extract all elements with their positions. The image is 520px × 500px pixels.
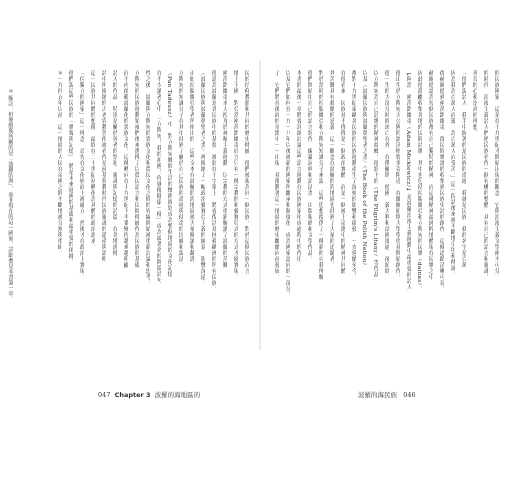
text-column: 的民族國家，這是在十九世紀才開始出現的觀念，它與浪漫主義文學密不可分， bbox=[493, 70, 499, 280]
text-column: 因此他鼓勵收集各地的民間詩歌，其中也包括拉脫維亞和立陶宛的民歌（dainas）。 bbox=[416, 70, 422, 292]
text-column: 正如拉脫維亞學者所指出的，這些文本在波羅的海地區被大量閱讀和翻譯， bbox=[188, 70, 194, 268]
text-column: 他一生的大部分時間流亡在外，在俄羅斯、德國、義大利和法國度過，卻始終 bbox=[383, 70, 389, 274]
text-column: 地上王國，對亞當密茨凱維奇而言只有一種宗教的和彌賽亞式的方式才能實現。 bbox=[232, 70, 238, 280]
text-column: 本書的最後一章將會詳細討論這些語言運動在民族國家形成過程中的作用， bbox=[295, 70, 301, 268]
text-column: 都對十九世紀東歐各民族的民族運動產生了深刻的影響和啟發，一直延續至今。 bbox=[350, 70, 356, 280]
left-page bbox=[22, 70, 250, 355]
footnote: ＊ 編註：但麥維斯所稱的是「波羅的海」，而非現在的這一國家，詳細參見本書第一章。 bbox=[7, 88, 13, 302]
page-number: 046 bbox=[403, 391, 416, 399]
text-column: 對於當時的拉脫維亞和立陶宛知識分子來說，這些思想提供了一種新的自我理解， bbox=[317, 70, 323, 286]
text-column: 「他們說詩人，我手中握著的是民族的命運，我就是民族，我的名字是百萬， bbox=[460, 70, 466, 274]
left-running-footer bbox=[98, 390, 200, 399]
right-page bbox=[270, 70, 500, 355]
text-column: 密茨凱維奇本人投身於神秘主義運動，以宗教的方式重新解讀了波蘭的苦難， bbox=[221, 70, 227, 274]
chapter-title: 波羅的海地區的 bbox=[154, 391, 201, 399]
text-column: （Pan Tadeusz）中，對立陶宛鄉間生活的懷舊描寫成為整個地區的文化記憶， bbox=[166, 70, 172, 283]
text-column: 立陶宛的民族運動領袖們後來選擇了以農民語言和民間傳統作為民族的基礎， bbox=[133, 70, 139, 274]
text-column: 他出生於立陶宛大公國的諾沃格魯多克附近，在維爾紐斯大學學習並開始創作。 bbox=[394, 70, 400, 280]
text-column: 因為我為百萬人而愛，為百萬人而受苦。」這一段話後來被不斷地引用和傳誦。 bbox=[449, 70, 455, 278]
chapter-label: Chapter 3 bbox=[114, 391, 151, 399]
page-number: 047 bbox=[98, 391, 111, 399]
right-running-footer bbox=[358, 390, 416, 399]
text-column: 性之後，波蘭與立陶宛的貴族文化和農民文化之間的界線開始被重新討論和思考。 bbox=[144, 70, 150, 286]
text-column: 在他看來，民族並不僅僅是一個政治實體，而是一個被上帝選中的精神共同體， bbox=[339, 70, 345, 280]
text-column: 其苦難具有救贖的意義，這一觀念在波羅的海地區也找到了大量的追隨者。 bbox=[328, 70, 334, 268]
text-column: 〈波蘭民族與波蘭朝聖者之書〉裡描繪了一幅政治彌賽亞主義的圖景，影響深遠。 bbox=[199, 70, 205, 286]
text-column: 民的信仰教派和共同的歷史傳統，他們被視為同一個民族。對於這個民族而言， bbox=[243, 70, 249, 280]
text-column: 「位獨立的國家」這一理念，首先在文化層面上被確立，然後才在政治上實現。 bbox=[78, 70, 84, 280]
text-column: 善良的心和崇高的理想。 bbox=[471, 70, 477, 136]
text-column: 他們說這些民族的「歌聲與記憶」，將是未來建國的基礎和最重要的依據。 bbox=[67, 70, 73, 266]
text-column: 詩人的作品，特別是關於死者的祭祀、靈魂與記憶的詩篇，在各地流傳， bbox=[111, 70, 117, 262]
text-column: 了，它們將在後面的章節中一一出現，並推動著這一地區的歷史繼續向前發展。 bbox=[273, 70, 279, 280]
text-column: 這一民族共同體的想像，最終在二十世紀初轉化為具體的政治訴求。 bbox=[89, 70, 95, 250]
text-column: 從赫爾德到密茨凱維奇，從民間歌謠的收集到民族史詩的創作，這條道路清晰可見。 bbox=[438, 70, 444, 292]
text-column: 在不少讀者心中，「立陶宛！我的祖國！你就像健康一樣」成為最著名的開篇詩句， bbox=[155, 70, 161, 290]
text-column: 以立陶宛為自己詩歌的精神故鄉。他寫下的（The Pilgrim's Litany）等作品， bbox=[372, 70, 378, 284]
text-column: 詩中所描繪的古老異教習俗被看作是前基督教時代民族靈魂的遺產與證明， bbox=[100, 70, 106, 268]
text-column: 以及〈波蘭民族與波蘭朝聖者之書〉（The Book of the Polish Nation）， bbox=[361, 70, 367, 272]
text-column: 他們開始用自己的語言寫作，編纂詞典和語法書，出版報紙和文學作品。 bbox=[306, 70, 312, 262]
text-column: ＊一九四五年以前，這一地區的人民在帝國之間不斷地被分割與重組。 bbox=[56, 70, 62, 256]
page-gutter bbox=[259, 60, 261, 350]
chapter-title: 波羅的海民族 bbox=[358, 391, 397, 399]
text-column: 赫爾德認為每個民族都有自己獨特的精神，而這種精神最純粹地體現在民歌之中， bbox=[427, 70, 433, 286]
text-column: 立陶宛的知識分子在其中找到了屬於自己民族的命運與使命的比喻和說法。 bbox=[177, 70, 183, 268]
text-column: 他認為波蘭是各民族中的基督，被釘在十字架上，將會復活並拯救歐洲的所有民族。 bbox=[210, 70, 216, 292]
text-column: 而不再依賴波蘭化的貴族文化。這種轉向在十九世紀下半葉變得越來越明顯， bbox=[122, 70, 128, 274]
text-column: 【阿當．密茨凱維奇（Adam Mickiewicz）】是波蘭浪漫主義運動中最重要的詩人， bbox=[405, 70, 411, 296]
text-column: 的時代，浪漫主義詩人們把民族看作一個有機的整體，具有自己的語言和靈魂。 bbox=[482, 70, 488, 280]
text-column: 以及它們如何在一九一八年以後被新的國家所繼承和制度化，成為國家認同的一部分。 bbox=[284, 70, 290, 298]
